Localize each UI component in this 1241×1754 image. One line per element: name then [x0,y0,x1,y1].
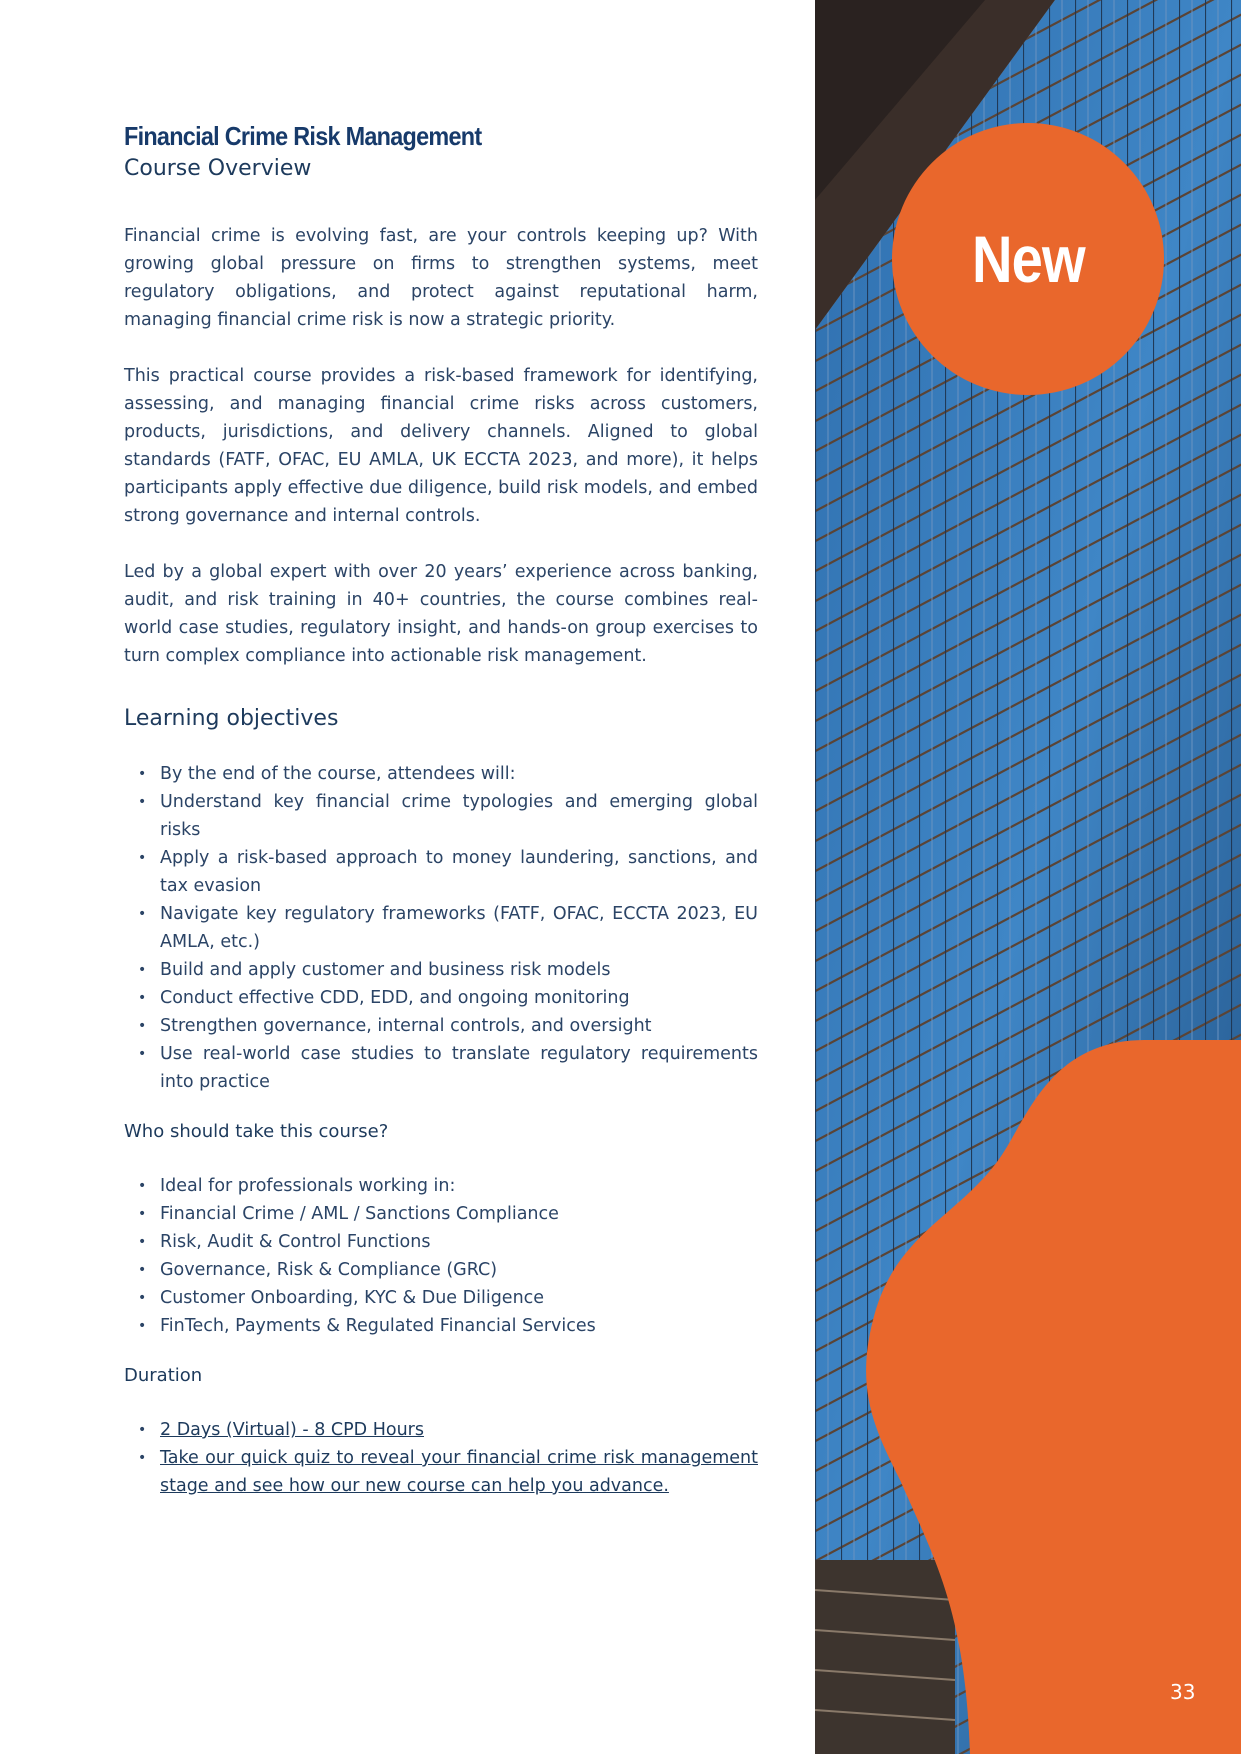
list-item: • Strengthen governance, internal controls, and oversight [160,1012,758,1040]
quiz-link[interactable]: Take our quick quiz to reveal your financial crime risk management stage and see how our new course can help you advance. [160,1448,758,1496]
duration-link[interactable]: 2 Days (Virtual) - 8 CPD Hours [160,1420,424,1440]
overview-paragraph: Led by a global expert with over 20 years’ experience across banking, audit, and risk training in 40+ countries, the course combines real-world case studies, regulatory insight, and hands-on group exercises to turn complex compliance into actionable risk management. [124,562,758,666]
list-item: • Ideal for professionals working in: [160,1172,758,1200]
new-badge [892,123,1164,395]
objectives-list [124,760,758,1096]
page-subtitle: Course Overview [124,156,312,181]
page-number: 33 [1170,1680,1196,1704]
list-item: • Customer Onboarding, KYC & Due Diligence [160,1284,758,1312]
page-title: Financial Crime Risk Management [124,121,482,151]
list-item: • Governance, Risk & Compliance (GRC) [160,1256,758,1284]
overview-paragraph: Financial crime is evolving fast, are your controls keeping up? With growing global pressure on firms to strengthen systems, meet regulatory obligations, and protect against reputational harm, managing financial crime risk is now a strategic priority. [124,226,758,330]
list-item: • Build and apply customer and business risk models [160,956,758,984]
overview-paragraph: This practical course provides a risk-based framework for identifying, assessing, and managing financial crime risks across customers, products, jurisdictions, and delivery channels. Aligned to global standards (FATF, OFAC, EU AMLA, UK ECCTA 2023, and more), it helps participants apply effective due diligence, build risk models, and embed strong governance and internal controls. [124,366,758,526]
audience-heading: Who should take this course? [124,1121,389,1142]
objectives-heading: Learning objectives [124,706,339,731]
list-item [160,1444,758,1500]
list-item: • Conduct effective CDD, EDD, and ongoing monitoring [160,984,758,1012]
new-badge-label: New [971,222,1085,296]
list-item: • Apply a risk-based approach to money laundering, sanctions, and tax evasion [160,844,758,900]
list-item: • Use real-world case studies to translate regulatory requirements into practice [160,1040,758,1096]
list-item: • Navigate key regulatory frameworks (FATF, OFAC, ECCTA 2023, EU AMLA, etc.) [160,900,758,956]
list-item: • FinTech, Payments & Regulated Financial Services [160,1312,758,1340]
list-item: • By the end of the course, attendees will: [160,760,758,788]
list-item [160,1416,758,1444]
audience-list [124,1172,758,1340]
list-item: • Understand key financial crime typologies and emerging global risks [160,788,758,844]
list-item: • Risk, Audit & Control Functions [160,1228,758,1256]
list-item: • Financial Crime / AML / Sanctions Compliance [160,1200,758,1228]
duration-heading: Duration [124,1365,203,1386]
duration-list [124,1416,758,1500]
content-column [124,120,758,1500]
